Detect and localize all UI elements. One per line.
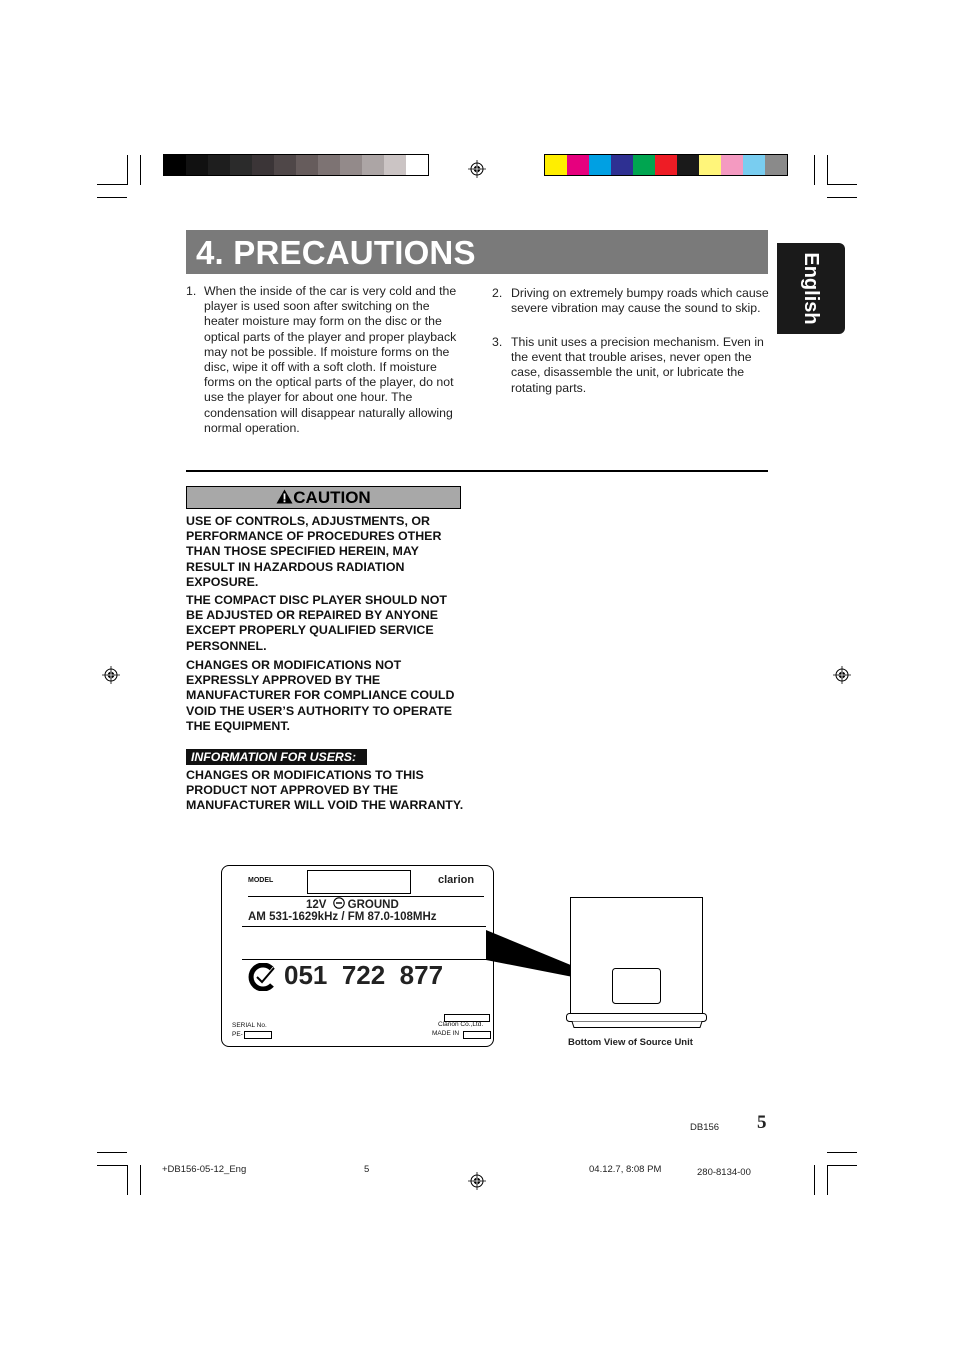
caution-header xyxy=(186,486,461,509)
bottom-view-caption: Bottom View of Source Unit xyxy=(568,1037,693,1048)
process-swatch xyxy=(677,155,699,175)
ground-text: GROUND xyxy=(347,899,399,911)
serial-field xyxy=(244,1031,272,1039)
grayscale-swatch xyxy=(318,155,340,175)
grayscale-swatch xyxy=(274,155,296,175)
process-swatch xyxy=(567,155,589,175)
process-swatch xyxy=(611,155,633,175)
file-name: +DB156-05-12_Eng xyxy=(162,1164,247,1175)
info-users-text: CHANGES OR MODIFICATIONS TO THIS PRODUCT NOT APPROVED BY THE MANUFACTURER WILL VOID THE WARRANTY. xyxy=(186,768,464,813)
process-color-bar xyxy=(544,154,788,176)
registration-mark-icon xyxy=(833,666,851,684)
grayscale-swatch xyxy=(296,155,318,175)
precaution-text: Driving on extremely bumpy roads which cause severe vibration may cause the sound to skip. xyxy=(511,286,769,316)
model-field xyxy=(307,870,411,894)
made-in-label: MADE IN xyxy=(432,1030,460,1037)
registration-mark-icon xyxy=(468,1172,486,1190)
pe-label: PE- xyxy=(232,1031,243,1038)
negative-ground-icon xyxy=(333,897,345,909)
info-users-header xyxy=(186,749,367,765)
company-name: Clarion Co.,Ltd. xyxy=(438,1021,484,1028)
grayscale-swatch xyxy=(230,155,252,175)
precaution-item xyxy=(186,284,464,436)
process-swatch xyxy=(721,155,743,175)
process-swatch xyxy=(655,155,677,175)
voltage-line xyxy=(306,897,399,911)
language-tab-label: English xyxy=(800,252,823,325)
made-in-field xyxy=(463,1031,491,1039)
grayscale-swatch xyxy=(406,155,428,175)
process-swatch xyxy=(633,155,655,175)
c-tick-mark-icon xyxy=(248,963,278,991)
label-rule xyxy=(242,926,486,927)
voltage-text: 12V xyxy=(306,899,327,911)
grayscale-swatch xyxy=(208,155,230,175)
grayscale-swatch xyxy=(186,155,208,175)
approval-number: 051 722 877 xyxy=(284,960,444,990)
process-swatch xyxy=(699,155,721,175)
product-label-card xyxy=(221,865,494,1047)
model-code: DB156 xyxy=(690,1122,720,1133)
caution-label: CAUTION xyxy=(293,488,371,507)
precaution-text: When the inside of the car is very cold and the player is used soon after switching on the heater moisture may form on the disc or the optical parts of the player and proper playback may not be possible. If moisture forms on the disc, wipe it off with a soft cloth. If moisture forms on the optical parts of the player, do not use the player for about one hour. The condensation will disappear naturally allowing normal operation. xyxy=(204,284,457,435)
serial-label: SERIAL No. xyxy=(232,1022,267,1029)
info-users-label: INFORMATION FOR USERS: xyxy=(191,750,357,764)
process-swatch xyxy=(765,155,787,175)
grayscale-swatch xyxy=(252,155,274,175)
part-number: 280-8134-00 xyxy=(697,1167,751,1178)
process-swatch xyxy=(589,155,611,175)
language-tab xyxy=(777,243,845,334)
precaution-number: 3. xyxy=(492,335,503,349)
section-divider xyxy=(186,470,768,472)
file-page: 5 xyxy=(364,1164,370,1175)
process-swatch xyxy=(743,155,765,175)
grayscale-swatch xyxy=(164,155,186,175)
brand-logo: clarion xyxy=(438,874,475,886)
page-title: 4. PRECAUTIONS xyxy=(196,234,476,271)
precaution-number: 2. xyxy=(492,286,503,300)
precaution-item xyxy=(492,286,770,316)
caution-paragraph: THE COMPACT DISC PLAYER SHOULD NOT BE ADJUSTED OR REPAIRED BY ANYONE EXCEPT PROPERLY QUALIFIED SERVICE PERSONNEL. xyxy=(186,593,447,653)
process-swatch xyxy=(545,155,567,175)
source-unit-bottom-view xyxy=(564,896,710,1032)
print-datetime: 04.12.7, 8:08 PM xyxy=(589,1164,662,1175)
warning-icon xyxy=(276,489,293,504)
precaution-text: This unit uses a precision mechanism. Even in the event that trouble arises, never open the case, disassemble the unit, or lubricate the rotating parts. xyxy=(511,335,764,395)
grayscale-swatch xyxy=(384,155,406,175)
page-number: 5 xyxy=(757,1112,767,1133)
caution-paragraph: CHANGES OR MODIFICATIONS NOT EXPRESSLY APPROVED BY THE MANUFACTURER FOR COMPLIANCE COULD VOID THE USER’S AUTHORITY TO OPERATE THE EQUIPMENT. xyxy=(186,658,455,733)
registration-mark-icon xyxy=(102,666,120,684)
precaution-item xyxy=(492,335,770,396)
section-title-bar xyxy=(186,230,768,274)
model-label: MODEL xyxy=(248,877,274,884)
frequency-text: AM 531-1629kHz / FM 87.0-108MHz xyxy=(248,911,437,923)
registration-mark-icon xyxy=(468,160,486,178)
grayscale-color-bar xyxy=(163,154,429,176)
caution-paragraph: USE OF CONTROLS, ADJUSTMENTS, OR PERFORMANCE OF PROCEDURES OTHER THAN THOSE SPECIFIED HEREIN, MAY RESULT IN HAZARDOUS RADIATION EXPOSURE. xyxy=(186,514,442,589)
grayscale-swatch xyxy=(362,155,384,175)
grayscale-swatch xyxy=(340,155,362,175)
precaution-number: 1. xyxy=(186,284,197,298)
